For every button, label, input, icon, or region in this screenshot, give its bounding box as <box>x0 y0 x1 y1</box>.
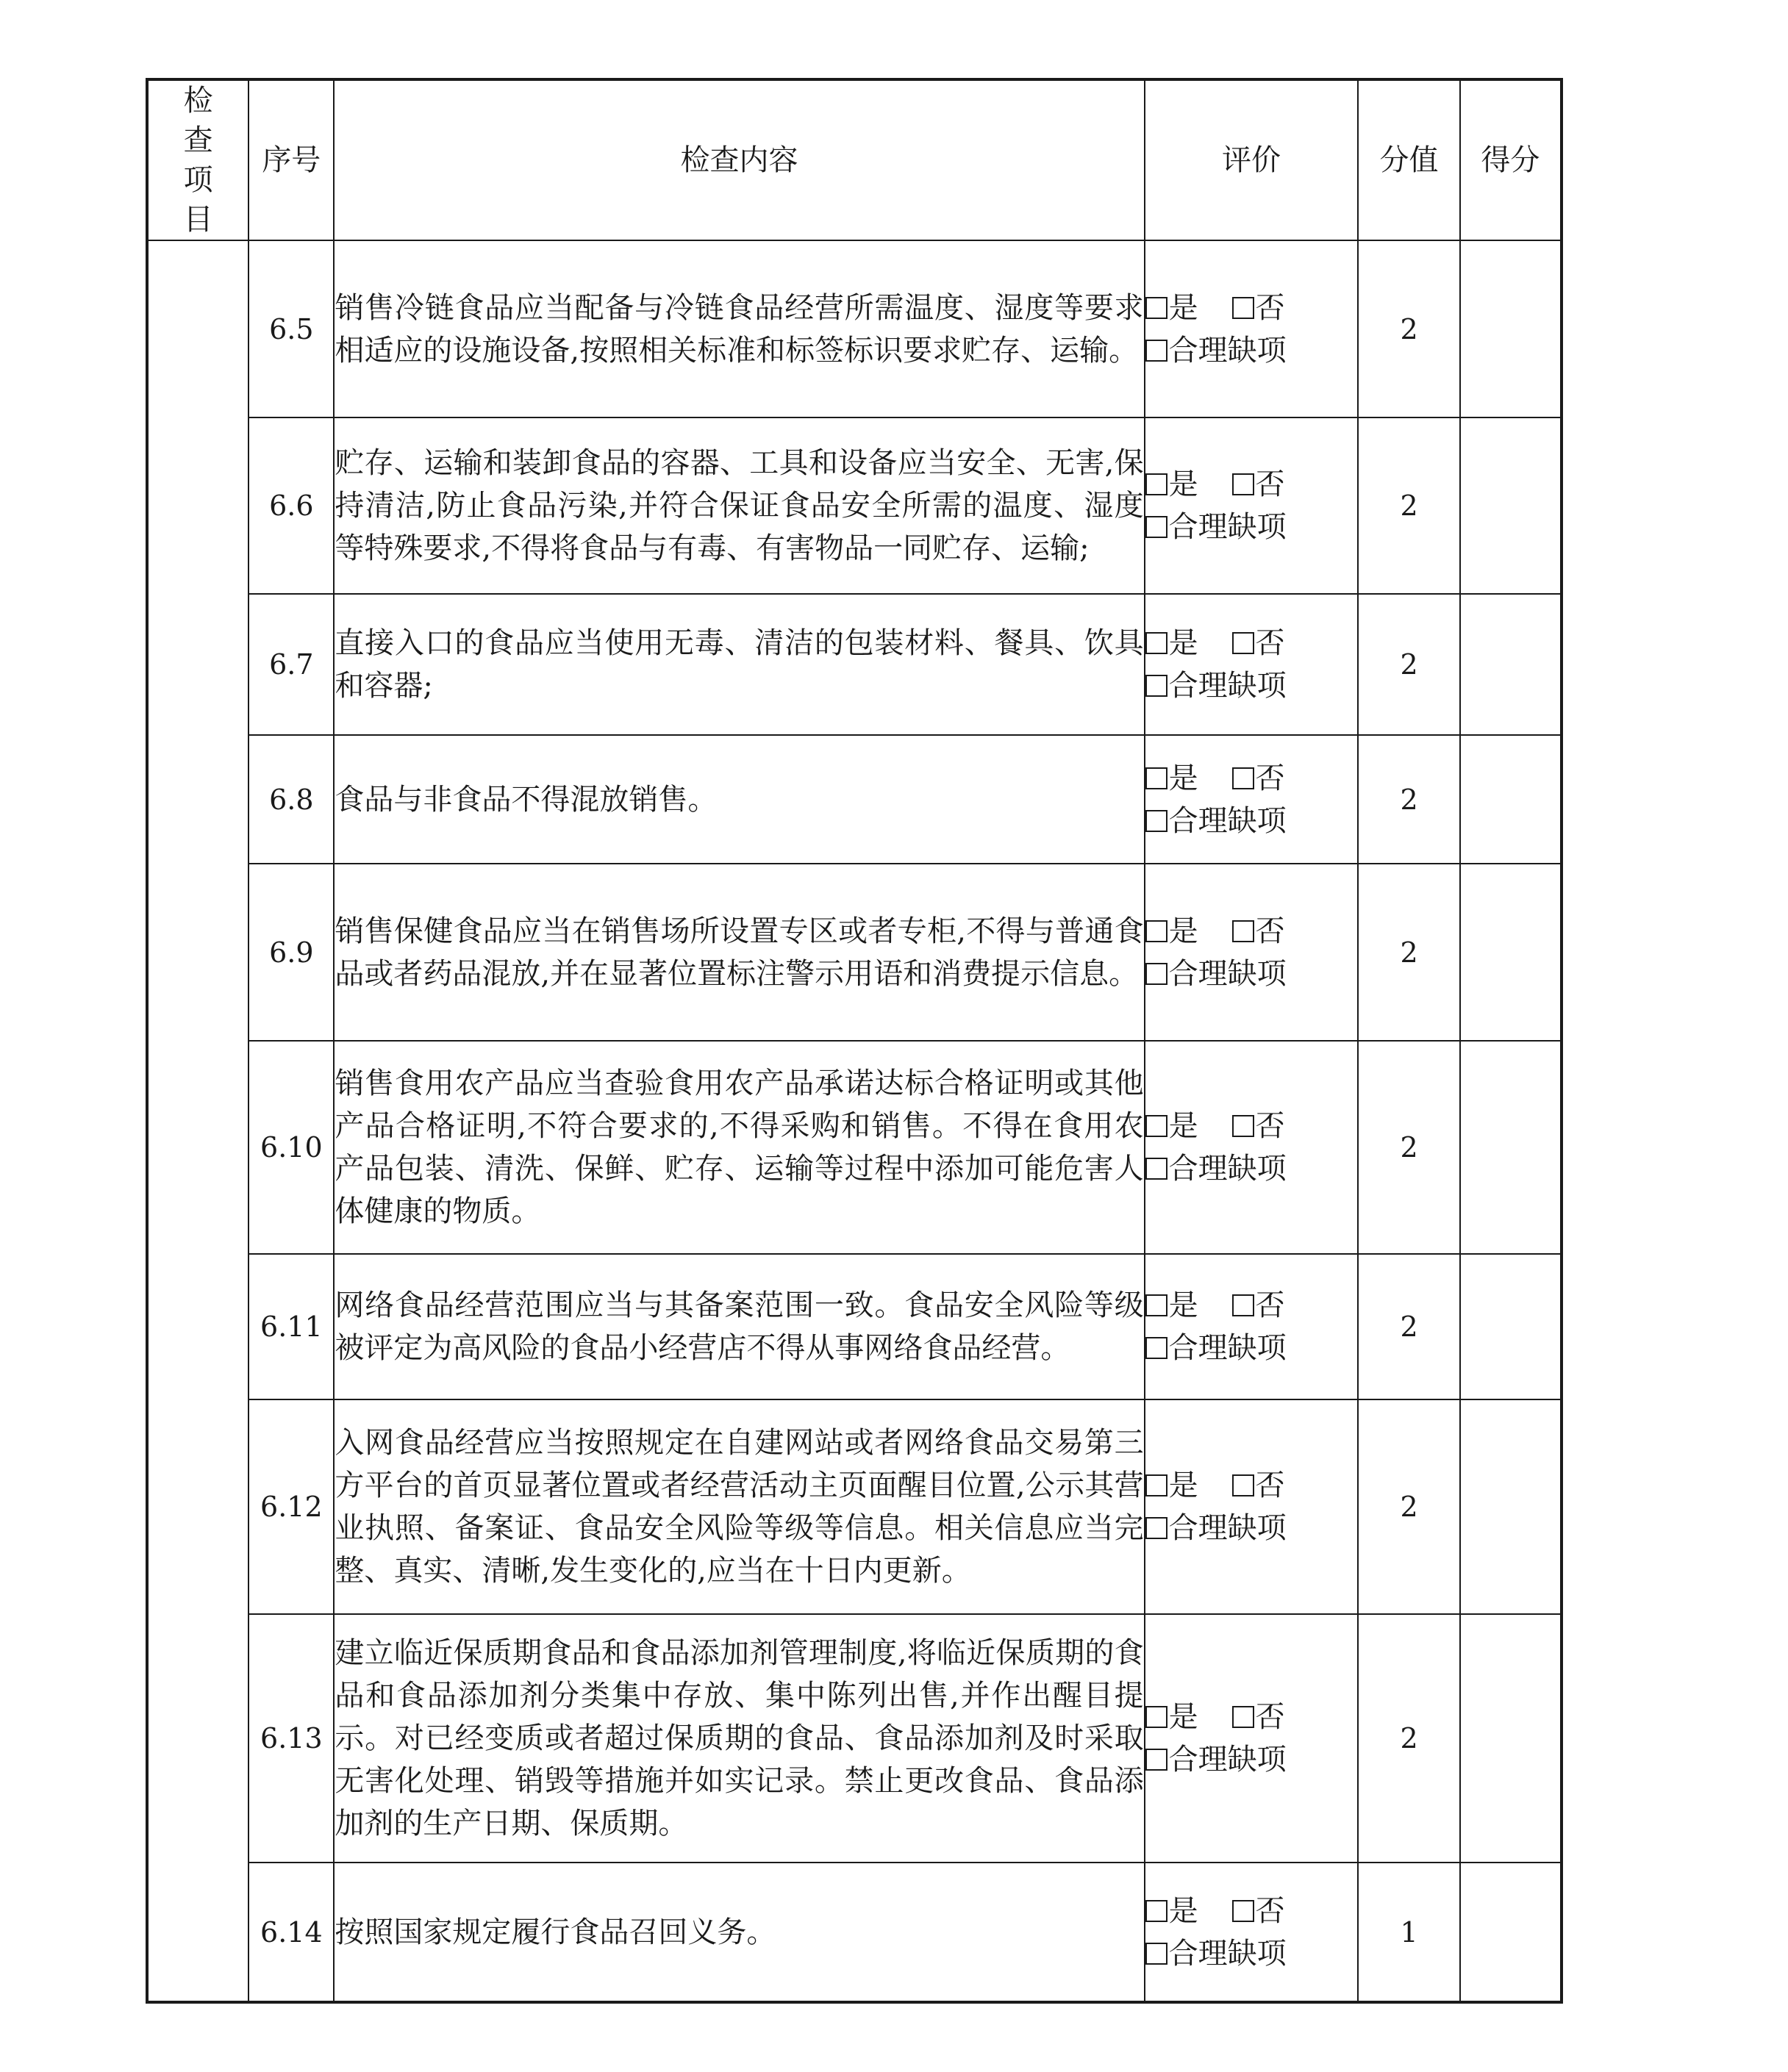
option-na-label: 合理缺项 <box>1168 1331 1287 1365</box>
option-na-label: 合理缺项 <box>1168 510 1287 544</box>
eval-line-2 <box>1145 1147 1358 1190</box>
row-evaluation <box>1145 1399 1359 1614</box>
checkbox-yes[interactable] <box>1145 632 1167 654</box>
checkbox-yes[interactable] <box>1145 297 1167 319</box>
header-seq: 序号 <box>248 79 334 240</box>
option-na-label: 合理缺项 <box>1168 1936 1287 1971</box>
row-score: 1 <box>1358 1863 1459 2002</box>
eval-line-1 <box>1145 1284 1358 1327</box>
checkbox-na[interactable] <box>1145 963 1167 985</box>
option-na-label: 合理缺项 <box>1168 956 1287 991</box>
option-na-label: 合理缺项 <box>1168 333 1287 368</box>
eval-line-2 <box>1145 664 1358 707</box>
header-evaluation: 评价 <box>1145 79 1359 240</box>
row-seq: 6.13 <box>248 1614 334 1863</box>
option-no-label: 否 <box>1255 467 1285 501</box>
eval-line-2 <box>1145 953 1358 995</box>
checkbox-no[interactable] <box>1232 473 1254 495</box>
option-yes-label: 是 <box>1168 467 1198 501</box>
row-evaluation <box>1145 417 1359 594</box>
option-na-label: 合理缺项 <box>1168 1511 1287 1545</box>
row-score: 2 <box>1358 1041 1459 1254</box>
option-yes-label: 是 <box>1168 290 1198 325</box>
row-score: 2 <box>1358 735 1459 864</box>
row-seq: 6.9 <box>248 864 334 1041</box>
row-score: 2 <box>1358 240 1459 417</box>
table-row <box>147 1614 1562 1863</box>
option-na-label: 合理缺项 <box>1168 1152 1287 1186</box>
checkbox-no[interactable] <box>1232 1900 1254 1922</box>
row-evaluation <box>1145 240 1359 417</box>
row-seq: 6.7 <box>248 594 334 735</box>
option-na-label: 合理缺项 <box>1168 669 1287 703</box>
row-points[interactable] <box>1460 1254 1562 1399</box>
row-seq: 6.5 <box>248 240 334 417</box>
table-row <box>147 1399 1562 1614</box>
table-row <box>147 594 1562 735</box>
row-content: 销售冷链食品应当配备与冷链食品经营所需温度、湿度等要求相适应的设施设备,按照相关标准和标签标识要求贮存、运输。 <box>334 240 1144 417</box>
row-points[interactable] <box>1460 864 1562 1041</box>
table-row <box>147 1254 1562 1399</box>
checkbox-na[interactable] <box>1145 1749 1167 1771</box>
row-points[interactable] <box>1460 1399 1562 1614</box>
row-content: 按照国家规定履行食品召回义务。 <box>334 1863 1144 2002</box>
table-row <box>147 1863 1562 2002</box>
row-points[interactable] <box>1460 417 1562 594</box>
row-content: 食品与非食品不得混放销售。 <box>334 735 1144 864</box>
row-score: 2 <box>1358 1254 1459 1399</box>
checkbox-no[interactable] <box>1232 632 1254 654</box>
checkbox-na[interactable] <box>1145 1337 1167 1359</box>
eval-line-1 <box>1145 287 1358 329</box>
row-seq: 6.14 <box>248 1863 334 2002</box>
option-yes-label: 是 <box>1168 1893 1198 1928</box>
eval-line-2 <box>1145 1932 1358 1975</box>
row-score: 2 <box>1358 1614 1459 1863</box>
checkbox-yes[interactable] <box>1145 1706 1167 1728</box>
option-yes-label: 是 <box>1168 914 1198 948</box>
checkbox-yes[interactable] <box>1145 473 1167 495</box>
table-row <box>147 240 1562 417</box>
row-content: 销售保健食品应当在销售场所设置专区或者专柜,不得与普通食品或者药品混放,并在显著位置标注警示用语和消费提示信息。 <box>334 864 1144 1041</box>
row-evaluation <box>1145 1614 1359 1863</box>
row-content: 销售食用农产品应当查验食用农产品承诺达标合格证明或其他产品合格证明,不符合要求的,不得采购和销售。不得在食用农产品包装、清洗、保鲜、贮存、运输等过程中添加可能危害人体健康的物质。 <box>334 1041 1144 1254</box>
option-no-label: 否 <box>1255 290 1285 325</box>
eval-line-2 <box>1145 329 1358 372</box>
row-content: 入网食品经营应当按照规定在自建网站或者网络食品交易第三方平台的首页显著位置或者经营活动主页面醒目位置,公示其营业执照、备案证、食品安全风险等级等信息。相关信息应当完整、真实、清晰,发生变化的,应当在十日内更新。 <box>334 1399 1144 1614</box>
checkbox-no[interactable] <box>1232 1474 1254 1496</box>
eval-line-1 <box>1145 1464 1358 1507</box>
eval-line-2 <box>1145 1507 1358 1549</box>
checkbox-na[interactable] <box>1145 1158 1167 1180</box>
checkbox-yes[interactable] <box>1145 1474 1167 1496</box>
row-points[interactable] <box>1460 594 1562 735</box>
table-row <box>147 735 1562 864</box>
row-content: 网络食品经营范围应当与其备案范围一致。食品安全风险等级被评定为高风险的食品小经营店不得从事网络食品经营。 <box>334 1254 1144 1399</box>
option-yes-label: 是 <box>1168 1288 1198 1322</box>
eval-line-2 <box>1145 1738 1358 1781</box>
option-no-label: 否 <box>1255 626 1285 660</box>
checkbox-yes[interactable] <box>1145 767 1167 789</box>
inspection-table <box>146 78 1563 2004</box>
checkbox-yes[interactable] <box>1145 1115 1167 1137</box>
option-no-label: 否 <box>1255 914 1285 948</box>
item-cell <box>147 240 248 2002</box>
row-seq: 6.10 <box>248 1041 334 1254</box>
option-yes-label: 是 <box>1168 1700 1198 1734</box>
row-seq: 6.12 <box>248 1399 334 1614</box>
checkbox-yes[interactable] <box>1145 1294 1167 1316</box>
option-no-label: 否 <box>1255 1288 1285 1322</box>
eval-line-1 <box>1145 622 1358 664</box>
table-row <box>147 417 1562 594</box>
eval-line-1 <box>1145 1105 1358 1147</box>
header-item-label: 检查项目 <box>183 84 213 237</box>
eval-line-2 <box>1145 800 1358 842</box>
row-evaluation <box>1145 1041 1359 1254</box>
row-points[interactable] <box>1460 1041 1562 1254</box>
option-yes-label: 是 <box>1168 761 1198 795</box>
row-content: 贮存、运输和装卸食品的容器、工具和设备应当安全、无害,保持清洁,防止食品污染,并符合保证食品安全所需的温度、湿度等特殊要求,不得将食品与有毒、有害物品一同贮存、运输; <box>334 417 1144 594</box>
row-score: 2 <box>1358 864 1459 1041</box>
row-evaluation <box>1145 735 1359 864</box>
row-evaluation <box>1145 864 1359 1041</box>
checkbox-no[interactable] <box>1232 1294 1254 1316</box>
row-content: 建立临近保质期食品和食品添加剂管理制度,将临近保质期的食品和食品添加剂分类集中存放、集中陈列出售,并作出醒目提示。对已经变质或者超过保质期的食品、食品添加剂及时采取无害化处理、销毁等措施并如实记录。禁止更改食品、食品添加剂的生产日期、保质期。 <box>334 1614 1144 1863</box>
checkbox-na[interactable] <box>1145 1517 1167 1539</box>
checkbox-no[interactable] <box>1232 920 1254 942</box>
option-yes-label: 是 <box>1168 1109 1198 1143</box>
option-yes-label: 是 <box>1168 1469 1198 1502</box>
row-seq: 6.8 <box>248 735 334 864</box>
option-no-label: 否 <box>1255 1700 1285 1734</box>
row-seq: 6.6 <box>248 417 334 594</box>
row-evaluation <box>1145 1254 1359 1399</box>
checkbox-na[interactable] <box>1145 1943 1167 1965</box>
header-points: 得分 <box>1460 79 1562 240</box>
eval-line-1 <box>1145 463 1358 506</box>
option-yes-label: 是 <box>1168 626 1198 660</box>
table-row <box>147 1041 1562 1254</box>
eval-line-1 <box>1145 757 1358 800</box>
header-content: 检查内容 <box>334 79 1144 240</box>
row-points[interactable] <box>1460 1614 1562 1863</box>
option-no-label: 否 <box>1255 1893 1285 1928</box>
option-no-label: 否 <box>1255 1109 1285 1143</box>
checkbox-yes[interactable] <box>1145 1900 1167 1922</box>
eval-line-2 <box>1145 1327 1358 1369</box>
eval-line-1 <box>1145 910 1358 953</box>
eval-line-2 <box>1145 506 1358 548</box>
header-row <box>147 79 1562 240</box>
checkbox-no[interactable] <box>1232 1706 1254 1728</box>
option-no-label: 否 <box>1255 761 1285 795</box>
row-evaluation <box>1145 1863 1359 2002</box>
checkbox-na[interactable] <box>1145 675 1167 697</box>
header-score: 分值 <box>1358 79 1459 240</box>
eval-line-1 <box>1145 1890 1358 1932</box>
checkbox-na[interactable] <box>1145 810 1167 832</box>
checkbox-na[interactable] <box>1145 516 1167 538</box>
checkbox-no[interactable] <box>1232 297 1254 319</box>
option-na-label: 合理缺项 <box>1168 803 1287 838</box>
checkbox-yes[interactable] <box>1145 920 1167 942</box>
option-na-label: 合理缺项 <box>1168 1743 1287 1777</box>
option-no-label: 否 <box>1255 1469 1285 1502</box>
eval-line-1 <box>1145 1696 1358 1738</box>
header-item <box>147 79 248 240</box>
row-evaluation <box>1145 594 1359 735</box>
row-points[interactable] <box>1460 1863 1562 2002</box>
row-seq: 6.11 <box>248 1254 334 1399</box>
row-score: 2 <box>1358 417 1459 594</box>
checkbox-no[interactable] <box>1232 1115 1254 1137</box>
checkbox-no[interactable] <box>1232 767 1254 789</box>
row-points[interactable] <box>1460 735 1562 864</box>
row-points[interactable] <box>1460 240 1562 417</box>
table-row <box>147 864 1562 1041</box>
checkbox-na[interactable] <box>1145 340 1167 362</box>
row-content: 直接入口的食品应当使用无毒、清洁的包装材料、餐具、饮具和容器; <box>334 594 1144 735</box>
row-score: 2 <box>1358 1399 1459 1614</box>
row-score: 2 <box>1358 594 1459 735</box>
